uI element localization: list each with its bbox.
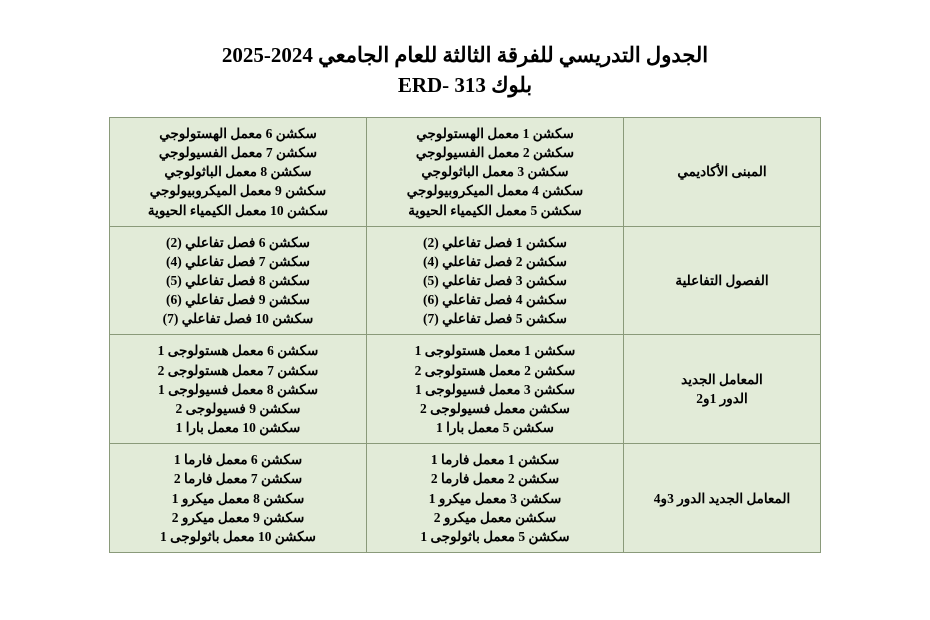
cell-lines — [118, 124, 358, 220]
cell-interactive-classes-group-b — [367, 226, 624, 335]
cell-line: سكشن 3 معمل ميكرو 1 — [428, 490, 562, 506]
cell-line: سكشن 1 معمل الهستولوجي — [416, 125, 574, 141]
cell-line: سكشن 3 معمل الباثولوجي — [421, 164, 569, 180]
cell-line: سكشن 6 معمل هستولوجى 1 — [157, 343, 319, 359]
cell-line: سكشن 8 معمل فسيولوجى 1 — [157, 381, 319, 397]
cell-line: سكشن معمل فسيولوجى 2 — [420, 400, 570, 416]
table-row — [110, 117, 821, 226]
cell-line: سكشن 5 معمل بارا 1 — [435, 420, 554, 436]
title-line-1: الجدول التدريسي للفرقة الثالثة للعام الجامعي 2024-2025 — [221, 43, 709, 67]
schedule-table — [109, 117, 821, 553]
cell-line: سكشن 2 معمل فارما 2 — [430, 471, 560, 487]
row-label-lines — [632, 370, 812, 408]
cell-line: سكشن 6 فصل تفاعلي (2) — [166, 234, 310, 250]
cell-lines — [118, 233, 358, 329]
cell-lines — [375, 450, 615, 546]
title-line-2: بلوك ERD- 313 — [397, 73, 533, 98]
cell-line: سكشن 1 معمل فارما 1 — [430, 452, 560, 468]
cell-line: سكشن معمل ميكرو 2 — [433, 509, 557, 525]
cell-line: سكشن 8 معمل الباثولوجي — [164, 164, 312, 180]
cell-line: سكشن 1 فصل تفاعلي (2) — [423, 234, 567, 250]
cell-line: سكشن 3 فصل تفاعلي (5) — [423, 272, 567, 288]
cell-line: سكشن 7 معمل هستولوجى 2 — [157, 362, 319, 378]
cell-line: سكشن 10 فصل تفاعلي (7) — [162, 311, 314, 327]
cell-line: سكشن 4 فصل تفاعلي (6) — [423, 292, 567, 308]
cell-lines — [118, 450, 358, 546]
table-row — [110, 444, 821, 553]
cell-lines — [118, 341, 358, 437]
cell-line: سكشن 5 معمل الكيمياء الحيوية — [408, 202, 582, 218]
cell-new-labs-1-2-group-a — [110, 335, 367, 444]
cell-line: سكشن 8 معمل ميكرو 1 — [171, 490, 305, 506]
row-label-line: الفصول التفاعلية — [675, 272, 769, 288]
row-label-new-labs-floor-1-2 — [624, 335, 821, 444]
cell-line: سكشن 4 معمل الميكروبيولوجي — [406, 183, 584, 199]
cell-line: سكشن 2 معمل هستولوجى 2 — [414, 362, 576, 378]
cell-line: سكشن 9 فسيولوجى 2 — [175, 400, 301, 416]
cell-line: سكشن 8 فصل تفاعلي (5) — [166, 272, 310, 288]
cell-lines — [375, 341, 615, 437]
row-label-lines — [632, 162, 812, 181]
cell-academic-building-group-b — [367, 117, 624, 226]
row-label-interactive-classes — [624, 226, 821, 335]
schedule-table-body — [110, 117, 821, 552]
row-label-line: المعامل الجديد — [681, 372, 763, 388]
cell-line: سكشن 7 معمل فارما 2 — [173, 471, 303, 487]
row-label-line: المبنى الأكاديمي — [677, 164, 767, 180]
row-label-new-labs-floor-3-4 — [624, 444, 821, 553]
row-label-line: الدور 1و2 — [696, 391, 748, 407]
row-label-lines — [632, 271, 812, 290]
row-label-academic-building — [624, 117, 821, 226]
cell-academic-building-group-a — [110, 117, 367, 226]
cell-line: سكشن 6 معمل الهستولوجي — [159, 125, 317, 141]
cell-line: سكشن 5 فصل تفاعلي (7) — [423, 311, 567, 327]
row-label-lines — [632, 489, 812, 508]
cell-line: سكشن 6 معمل فارما 1 — [173, 452, 303, 468]
cell-line: سكشن 1 معمل هستولوجى 1 — [414, 343, 576, 359]
cell-line: سكشن 9 معمل الميكروبيولوجي — [149, 183, 327, 199]
cell-line: سكشن 9 معمل ميكرو 2 — [171, 509, 305, 525]
cell-line: سكشن 3 معمل فسيولوجى 1 — [414, 381, 576, 397]
cell-new-labs-3-4-group-a — [110, 444, 367, 553]
row-label-line: المعامل الجديد الدور 3و4 — [653, 490, 791, 506]
cell-new-labs-1-2-group-b — [367, 335, 624, 444]
cell-line: سكشن 9 فصل تفاعلي (6) — [166, 292, 310, 308]
cell-line: سكشن 7 فصل تفاعلي (4) — [166, 253, 310, 269]
cell-lines — [375, 233, 615, 329]
cell-new-labs-3-4-group-b — [367, 444, 624, 553]
cell-line: سكشن 2 فصل تفاعلي (4) — [423, 253, 567, 269]
table-row — [110, 335, 821, 444]
cell-line: سكشن 10 معمل الكيمياء الحيوية — [147, 202, 329, 218]
document-title — [0, 0, 930, 109]
cell-interactive-classes-group-a — [110, 226, 367, 335]
cell-line: سكشن 5 معمل باثولوجى 1 — [420, 528, 570, 544]
table-row — [110, 226, 821, 335]
cell-lines — [375, 124, 615, 220]
cell-line: سكشن 7 معمل الفسيولوجي — [158, 145, 318, 161]
cell-line: سكشن 10 معمل بارا 1 — [175, 420, 301, 436]
cell-line: سكشن 2 معمل الفسيولوجي — [415, 145, 575, 161]
cell-line: سكشن 10 معمل باثولوجى 1 — [160, 528, 316, 544]
